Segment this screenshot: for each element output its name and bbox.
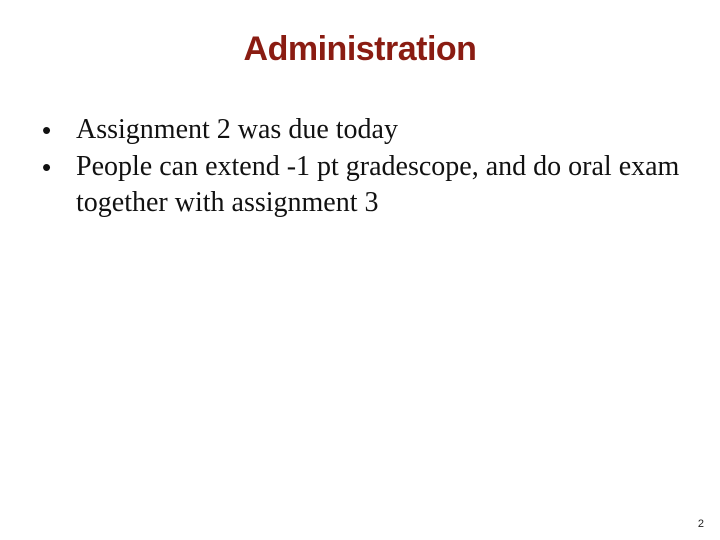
bullet-text: Assignment 2 was due today (76, 114, 398, 145)
bullet-list (40, 112, 680, 222)
slide-title: Administration (243, 30, 477, 68)
bullet-item (40, 149, 680, 221)
bullet-item (40, 112, 680, 148)
slide-number: 2 (697, 518, 704, 530)
bullet-dot-icon: • (42, 115, 52, 145)
bullet-text: People can extend -1 pt gradescope, and do oral exam together with assignment 3 (76, 151, 680, 218)
bullet-dot-icon: • (42, 152, 52, 182)
